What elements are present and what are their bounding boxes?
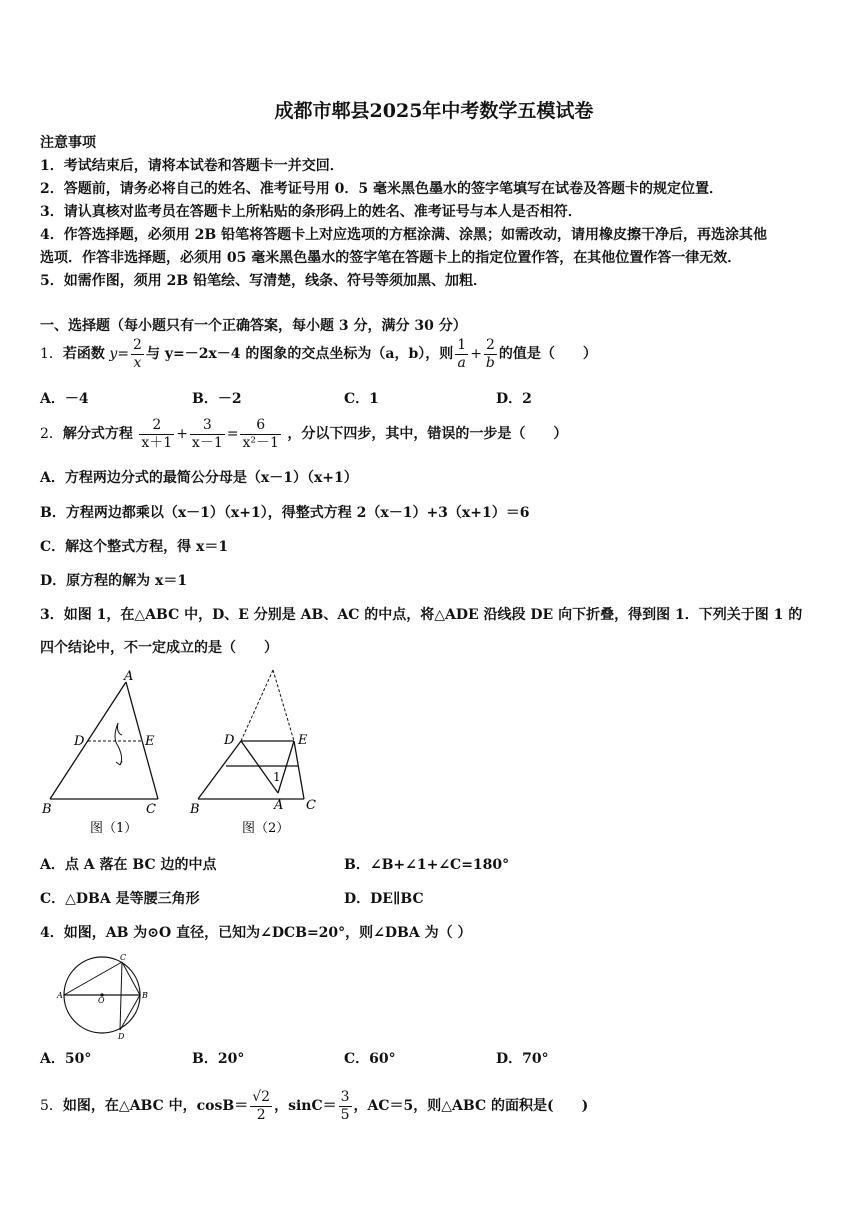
question-number: 5．: [40, 1098, 63, 1114]
label-C: C: [306, 798, 316, 813]
figure-1-caption: 图（1）: [90, 821, 138, 836]
fraction: $\frac{1}{a}$: [457, 336, 467, 371]
q1-var-y: y: [109, 346, 118, 362]
fraction: $\frac{2}{x}$: [133, 336, 142, 371]
plus-sign: +: [470, 346, 482, 362]
notice-item: 3．请认真核对监考员在答题卡上所粘贴的条形码上的姓名、准考证号与本人是否相符．: [40, 204, 582, 220]
question-2: [40, 415, 567, 453]
figure-2-caption: 图（2）: [242, 821, 290, 836]
question-number: 1．: [40, 346, 63, 362]
label-B: B: [142, 991, 148, 1000]
page-title: 成都市郫县2025年中考数学五模试卷: [274, 100, 594, 122]
option: A．－4: [40, 391, 89, 407]
option: D．原方程的解为 x＝1: [40, 573, 188, 589]
label-B: B: [42, 802, 52, 817]
figure-2-folded-triangle: [186, 668, 336, 840]
question-4: 4．如图，AB 为⊙O 直径，已知为∠DCB=20°，则∠DBA 为（ ）: [40, 925, 472, 941]
notice-item: 4．作答选择题，必须用 2B 铅笔将答题卡上对应选项的方框涂满、涂黑；如需改动，请用橡皮擦干净后，再选涂其他: [40, 227, 768, 243]
q1-text-pre: 若函数: [62, 346, 105, 362]
option: C．解这个整式方程，得 x＝1: [40, 539, 229, 555]
q2-text-post: ，分以下四步，其中，错误的一步是（ ）: [287, 426, 568, 442]
option: C．1: [344, 391, 379, 407]
option: D．70°: [496, 1051, 549, 1067]
label-C: C: [120, 953, 127, 962]
notice-item: 2．答题前，请务必将自己的姓名、准考证号用 0．5 毫米黑色墨水的签字笔填写在试卷及答题卡的规定位置．: [40, 181, 723, 197]
q1-equals: =: [117, 346, 130, 362]
label-E: E: [145, 734, 155, 749]
option: B．－2: [192, 391, 242, 407]
q1-text-post: 的值是（ ）: [498, 346, 597, 362]
fraction: $\frac{2}{x+1}$: [141, 416, 173, 451]
option: A．50°: [40, 1051, 92, 1067]
question-1: [40, 336, 597, 372]
notice-item: 5．如需作图，须用 2B 铅笔绘、写清楚，线条、符号等须加黑、加粗．: [40, 273, 488, 289]
q2-text-pre: 解分式方程: [62, 426, 133, 442]
question-3-line-2: 四个结论中，不一定成立的是（ ）: [40, 640, 278, 656]
notice-item: 选项．作答非选择题，必须用 05 毫米黑色墨水的签字笔在答题卡上的指定位置作答，在其他位置作答一律无效．: [40, 250, 742, 266]
fraction: $\frac{3}{x-1}$: [191, 416, 223, 451]
option: A．点 A 落在 BC 边的中点: [40, 857, 217, 873]
label-B: B: [190, 802, 200, 817]
figure-1-triangle: [38, 668, 178, 840]
q5-text-mid: ，sinC＝: [274, 1098, 337, 1114]
label-angle-1: 1: [273, 770, 281, 784]
question-5: [40, 1086, 588, 1126]
plus-sign: +: [176, 426, 188, 442]
label-A: A: [124, 669, 134, 684]
notice-heading: 注意事项: [40, 135, 96, 151]
question-number: 2．: [40, 426, 63, 442]
label-D: D: [74, 734, 85, 749]
option: C．60°: [344, 1051, 396, 1067]
label-A: A: [274, 798, 284, 813]
label-O: O: [98, 996, 105, 1005]
option: B．方程两边都乘以（x－1）（x+1），得整式方程 2（x－1）+3（x+1）＝6: [40, 505, 530, 521]
label-C: C: [146, 802, 156, 817]
label-D: D: [118, 1032, 125, 1040]
q1-text-mid: 与 y=－2x－4 的图象的交点坐标为（a，b），则: [145, 346, 454, 362]
fraction: $\frac{2}{b}$: [485, 336, 495, 371]
figure-circle-diameter: [56, 950, 156, 1040]
fraction: $\frac{√2}{2}$: [252, 1088, 271, 1123]
question-3-line-1: 3．如图 1，在△ABC 中，D、E 分别是 AB、AC 的中点，将△ADE 沿线段 DE 向下折叠，得到图 1．下列关于图 1 的: [40, 607, 803, 623]
option: A．方程两边分式的最简公分母是（x－1）（x+1）: [40, 470, 358, 486]
option: D．DE∥BC: [344, 891, 424, 907]
label-D: D: [224, 733, 235, 748]
option: B．20°: [192, 1051, 245, 1067]
equals-sign: =: [226, 426, 239, 442]
label-A: A: [57, 991, 63, 1000]
q5-text-pre: 如图，在△ABC 中，cosB＝: [62, 1098, 249, 1114]
q5-text-post: ，AC＝5，则△ABC 的面积是( ): [353, 1098, 589, 1114]
option: D．2: [496, 391, 532, 407]
option: C．△DBA 是等腰三角形: [40, 891, 200, 907]
notice-item: 1．考试结束后，请将本试卷和答题卡一并交回．: [40, 158, 344, 174]
option: B．∠B+∠1+∠C=180°: [344, 857, 510, 873]
fraction: $\frac{6}{\text{x²－1}}$: [242, 416, 279, 451]
label-E: E: [298, 733, 308, 748]
section-heading: 一、选择题（每小题只有一个正确答案，每小题 3 分，满分 30 分）: [40, 318, 467, 334]
fraction: $\frac{3}{5}$: [340, 1088, 350, 1123]
